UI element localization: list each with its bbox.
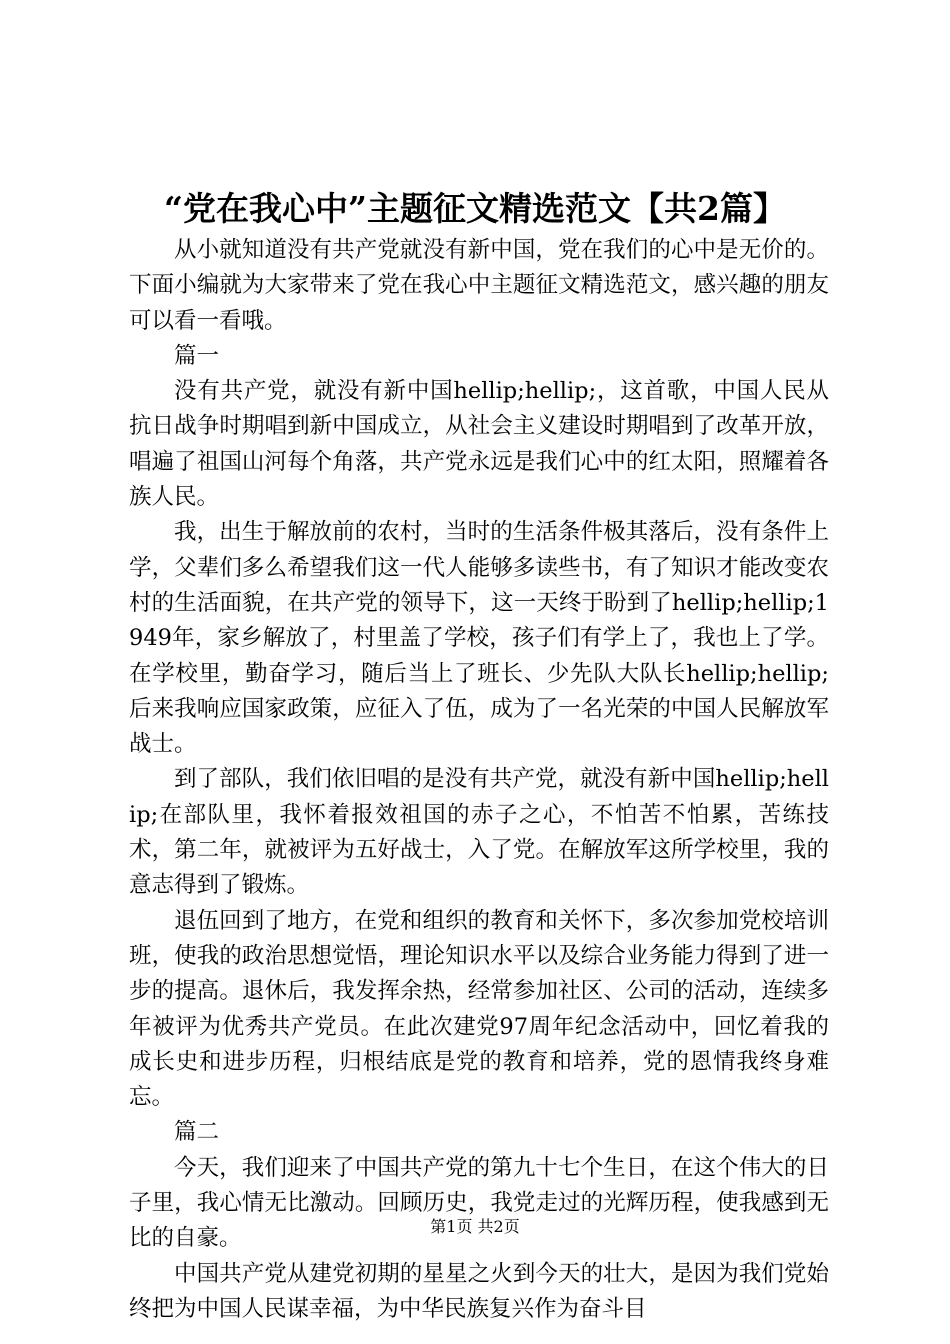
document-title: “党在我心中”主题征文精选范文【共2篇】 [164, 189, 786, 228]
paragraph: 没有共产党，就没有新中国hellip;hellip;，这首歌，中国人民从抗日战争时期唱到新中国成立，从社会主义建设时期唱到了改革开放，唱遍了祖国山河每个角落，共产党永远是我们心中的红太阳，照耀着各族人民。 [129, 378, 829, 511]
section-heading-part-one: 篇一 [174, 342, 220, 369]
paragraph: 今天，我们迎来了中国共产党的第九十七个生日，在这个伟大的日子里，我心情无比激动。回顾历史，我党走过的光辉历程，使我感到无比的自豪。 [129, 1154, 829, 1252]
paragraph: 到了部队，我们依旧唱的是没有共产党，就没有新中国hellip;hellip;在部队里，我怀着报效祖国的赤子之心，不怕苦不怕累，苦练技术，第二年，就被评为五好战士，入了党。在解放军这所学校里，我的意志得到了锻炼。 [129, 766, 829, 899]
paragraph: 退伍回到了地方，在党和组织的教育和关怀下，多次参加党校培训班，使我的政治思想觉悟，理论知识水平以及综合业务能力得到了进一步的提高。退休后，我发挥余热，经常参加社区、公司的活动，连续多年被评为优秀共产党员。在此次建党97周年纪念活动中，回忆着我的成长史和进步历程，归根结底是党的教育和培养，党的恩情我终身难忘。 [129, 907, 829, 1111]
page-number-footer: 第1页 共2页 [430, 1217, 520, 1236]
document-body [129, 233, 829, 1327]
paragraph-intro: 从小就知道没有共产党就没有新中国，党在我们的心中是无价的。下面小编就为大家带来了党在我心中主题征文精选范文，感兴趣的朋友可以看一看哦。 [129, 237, 829, 334]
paragraph: 中国共产党从建党初期的星星之火到今天的壮大，是因为我们党始终把为中国人民谋幸福，为中华民族复兴作为奋斗目 [129, 1260, 829, 1322]
section-heading-part-two: 篇二 [174, 1119, 220, 1146]
paragraph: 我，出生于解放前的农村，当时的生活条件极其落后，没有条件上学，父辈们多么希望我们这一代人能够多读些书，有了知识才能改变农村的生活面貌，在共产党的领导下，这一天终于盼到了hellip;hellip;1949年，家乡解放了，村里盖了学校，孩子们有学上了，我也上了学。在学校里，勤奋学习，随后当上了班长、少先队大队长hellip;hellip;后来我响应国家政策，应征入了伍，成为了一名光荣的中国人民解放军战士。 [129, 519, 829, 758]
